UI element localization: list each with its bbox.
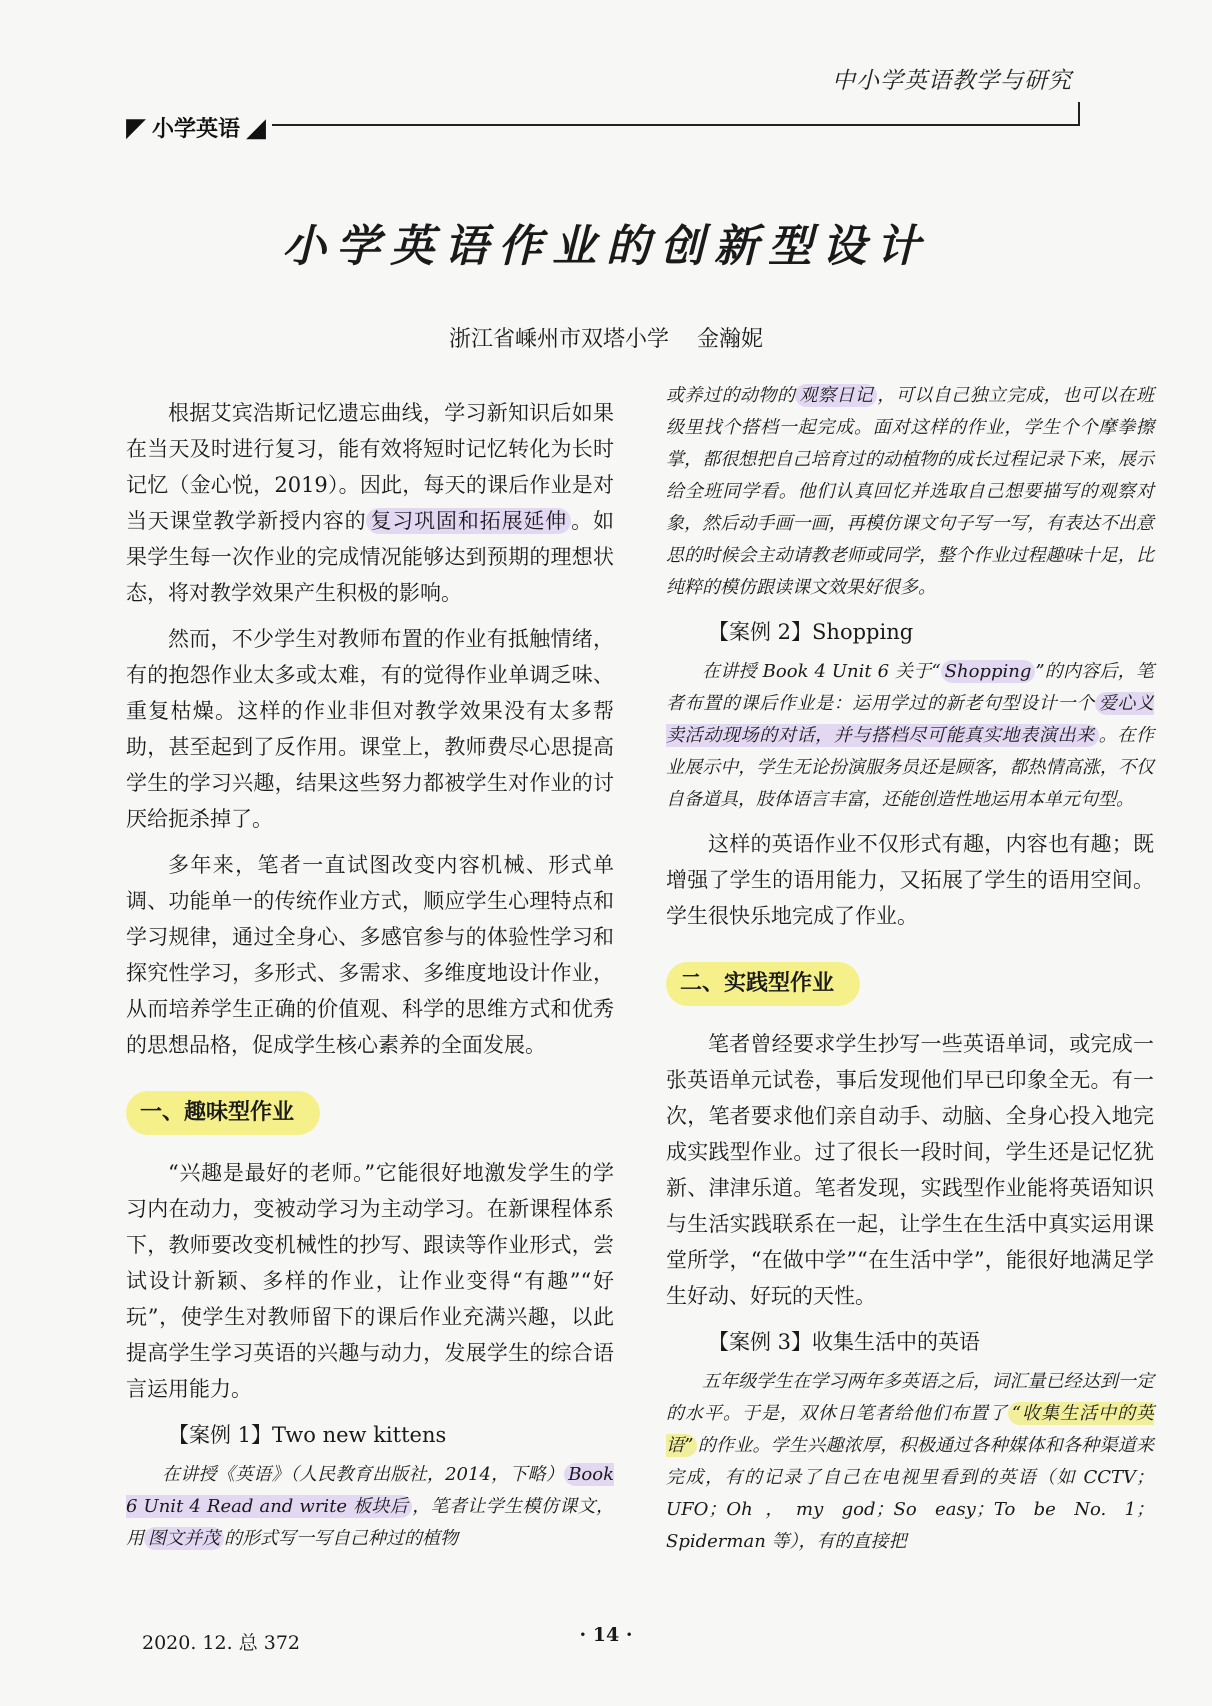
section-marker-icon: ◤: [126, 112, 146, 143]
right-column: [666, 380, 1154, 1568]
affiliation: 浙江省嵊州市双塔小学: [448, 327, 669, 352]
header-rule-end: [1078, 102, 1080, 125]
byline: [0, 322, 1212, 353]
highlighted-text: 爱心义卖活动现场的对话，并与搭档尽可能真实地表演出来: [666, 693, 1154, 746]
paragraph: 然而，不少学生对教师布置的作业有抵触情绪，有的抱怨作业太多或太难，有的觉得作业单调乏味、重复枯燥。这样的作业非但对教学效果没有太多帮助，甚至起到了反作用。课堂上，教师费尽心思提高学生的学习兴趣，结果这些努力都被学生对作业的讨厌给扼杀掉了。: [126, 627, 614, 831]
left-column: [126, 395, 614, 1565]
case-label-3: 【案例 3】收集生活中的英语: [708, 1330, 981, 1354]
text-run: 。如果学生每一次作业的完成情况能够达到预期的理想状态，将对教学效果产生积极的影响。: [126, 509, 615, 605]
text-run: 或养过的动物的: [666, 385, 796, 406]
section-tag: [126, 112, 266, 143]
section-end-marker-icon: ◢: [246, 112, 267, 143]
paragraph: 这样的英语作业不仅形式有趣，内容也有趣；既增强了学生的语用能力，又拓展了学生的语用空间。学生很快乐地完成了作业。: [666, 832, 1154, 928]
text-run: ，可以自己独立完成，也可以在班级里找个搭档一起完成。面对这样的作业，学生个个摩拳擦掌，都很想把自己培育过的动植物的成长过程记录下来，展示给全班同学看。他们认真回忆并选取自己想要描写的观察对象，然后动手画一画，再模仿课文句子写一写，有表达不出意思的时候会主动请教老师或同学，整个作业过程趣味十足，比纯粹的模仿跟读课文效果好很多。: [666, 385, 1154, 598]
text-run: 的形式写一写自己种过的植物: [224, 1528, 458, 1549]
header-rule: [272, 124, 1080, 126]
highlighted-text: 观察日记: [795, 384, 877, 407]
text-run: ，笔者让学生模仿课文，用: [126, 1496, 615, 1549]
case-label-1: 【案例 1】Two new kittens: [168, 1423, 447, 1447]
section-tag-label: 小学英语: [152, 117, 241, 142]
author: 金瀚妮: [697, 327, 764, 352]
highlighted-text: Book 6 Unit 4 Read and write 板块后: [126, 1464, 614, 1517]
paragraph: [126, 395, 614, 611]
article-title: 小学英语作业的创新型设计: [282, 221, 930, 272]
issue-info: 2020. 12. 总 372: [142, 1632, 300, 1654]
text-run: 在讲授 Book 4 Unit 6 关于“: [702, 661, 941, 682]
highlighted-text: “收集生活中的英语”: [666, 1403, 1155, 1456]
journal-name: 中小学英语教学与研究: [832, 68, 1072, 94]
section-heading-1: 一、趣味型作业: [126, 1091, 320, 1135]
page-number: · 14 ·: [579, 1624, 633, 1646]
paragraph: 笔者曾经要求学生抄写一些英语单词，或完成一张英语单元试卷，事后发现他们早已印象全无。有一次，笔者要求他们亲自动手、动脑、全身心投入地完成实践型作业。过了很长一段时间，学生还是记忆犹新、津津乐道。笔者发现，实践型作业能将英语知识与生活实践联系在一起，让学生在生活中真实运用课堂所学，“在做中学”“在生活中学”，能很好地满足学生好动、好玩的天性。: [666, 1032, 1154, 1308]
text-run: 在讲授《英语》（人民教育出版社，2014，下略）: [162, 1464, 565, 1485]
case-label-2: 【案例 2】Shopping: [708, 620, 914, 644]
text-run: 五年级学生在学习两年多英语之后，词汇量已经达到一定的水平。于是，双休日笔者给他们布置了: [666, 1371, 1154, 1424]
paragraph: “兴趣是最好的老师。”它能很好地激发学生的学习内在动力，变被动学习为主动学习。在新课程体系下，教师要改变机械性的抄写、跟读等作业形式，尝试设计新颖、多样的作业，让作业变得“有趣”“好玩”，使学生对教师留下的课后作业充满兴趣，以此提高学生学习英语的兴趣与动力，发展学生的综合语言运用能力。: [126, 1161, 614, 1401]
highlighted-text: 图文并茂: [144, 1527, 224, 1550]
text-run: 根据艾宾浩斯记忆遗忘曲线，学习新知识后如果在当天及时进行复习，能有效将短时记忆转化为长时记忆（金心悦，2019）。因此，每天的课后作业是对当天课堂教学新授内容的: [126, 401, 614, 533]
text-run: 。在作业展示中，学生无论扮演服务员还是顾客，都热情高涨，不仅自备道具，肢体语言丰富，还能创造性地运用本单元句型。: [666, 725, 1154, 810]
text-run: ”的内容后，笔者布置的课后作业是：运用学过的新老句型设计一个: [666, 661, 1154, 714]
highlighted-text: Shopping: [941, 660, 1036, 683]
section-heading-2: 二、实践型作业: [666, 962, 860, 1006]
paragraph: [126, 1459, 614, 1555]
paragraph: [666, 1366, 1154, 1558]
text-run: 的作业。学生兴趣浓厚，积极通过各种媒体和各种渠道来完成，有的记录了自己在电视里看到的英语（如 CCTV；UFO；Oh，my god；So easy；To be No. 1；Spiderman 等），有的直接把: [666, 1435, 1155, 1552]
paragraph: [666, 380, 1154, 604]
paragraph: [666, 656, 1154, 816]
highlighted-text: 复习巩固和拓展延伸: [366, 508, 571, 534]
paragraph: 多年来，笔者一直试图改变内容机械、形式单调、功能单一的传统作业方式，顺应学生心理特点和学习规律，通过全身心、多感官参与的体验性学习和探究性学习，多形式、多需求、多维度地设计作业，从而培养学生正确的价值观、科学的思维方式和优秀的思想品格，促成学生核心素养的全面发展。: [126, 853, 614, 1057]
